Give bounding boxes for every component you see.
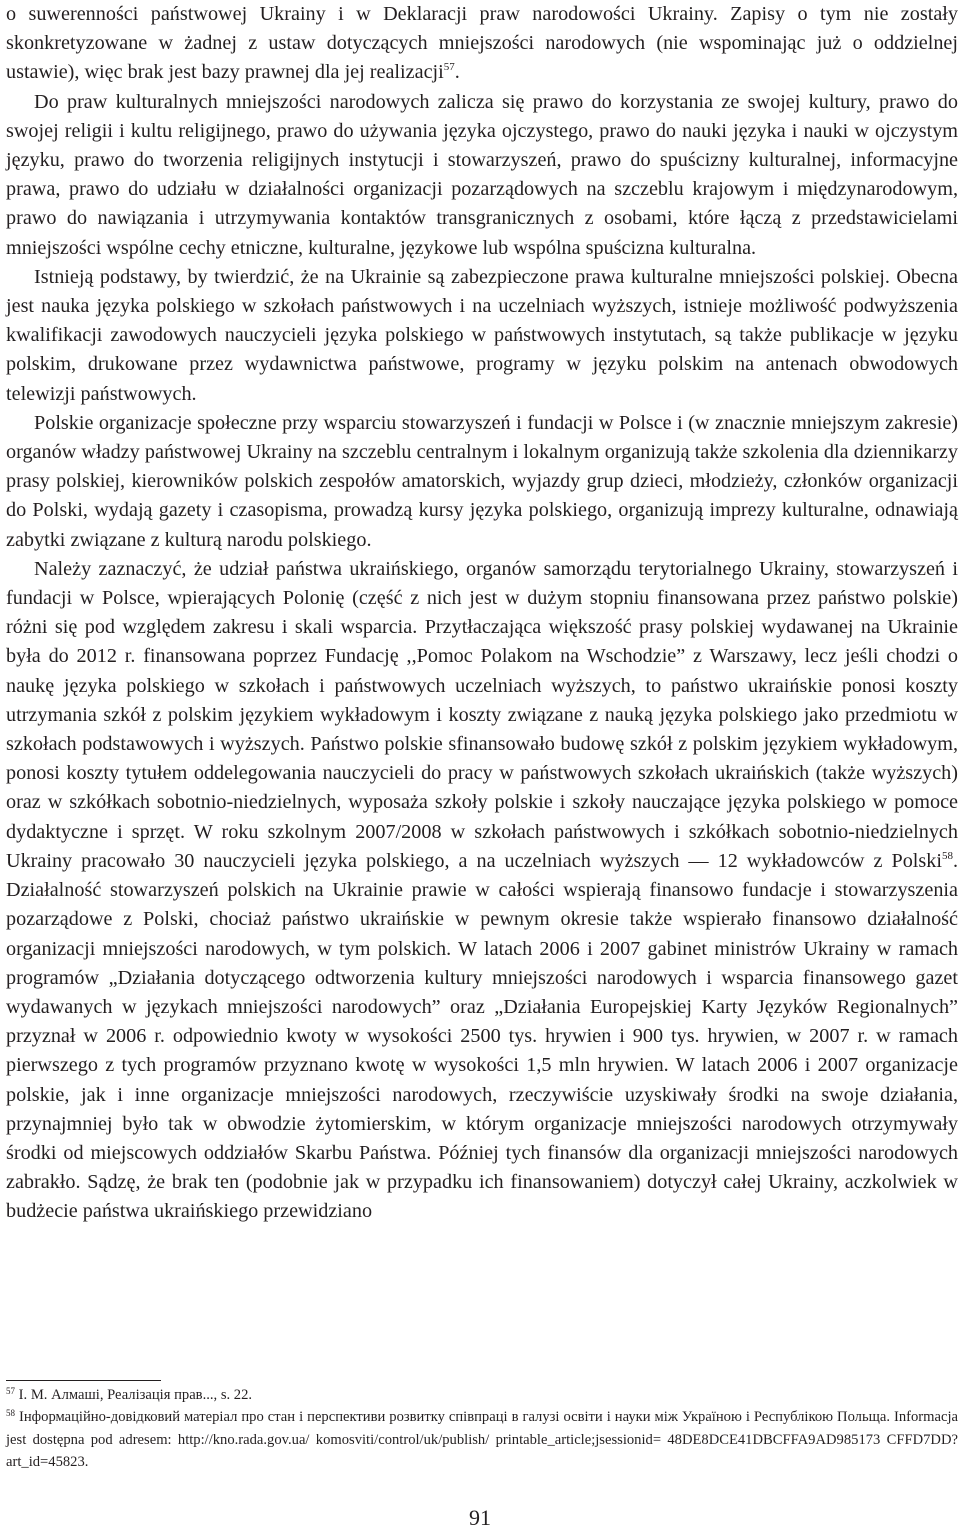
footnote-number: 57 [6,1386,15,1396]
footnote-text: Інформаційно-довідковий матеріал про стан і перспективи розвитку співпраці в галузі освіти і науки між Україною і Республікою Польща. Informacja jest dostępna pod adresem: http://kno.rada.gov.ua/ komosviti/control/uk/publish/ printable_article;jsessionid= 48DE8DCE41DBCFFA9AD985173 CFFD7DD? art_id=45823. [6,1409,958,1471]
footnote-text: І. М. Алмаші, Реалізація прав..., s. 22. [18,1387,253,1403]
paragraph-2: Do praw kulturalnych mniejszości narodowych zalicza się prawo do korzystania ze swojej kultury, prawo do swojej religii i kultu religijnego, prawo do używania języka ojczystego, prawo do nauki języka i nauki w ojczystym języku, prawo do tworzenia religijnych instytucji i stowarzyszeń, prawo do spuścizny kulturalnej, informacyjne prawa, prawo do udziału w działalności organizacji pozarządowych na szczeblu krajowym i międzynarodowym, prawo do nawiązania i utrzymywania kontaktów transgranicznych z osobami, które łączą z przedstawicielami mniejszości wspólne cechy etniczne, kulturalne, językowe lub wspólna spuścizna kulturalna. [6,90,958,259]
footnote-divider [6,1380,161,1381]
footnote-number: 58 [6,1408,15,1419]
paragraph-5-tail: . Działalność stowarzyszeń polskich na Ukrainie prawie w całości wspierają finansowo fundacje i stowarzyszenia pozarządowe z Polski, chociaż państwo ukraińskie w pewnym okresie także wspierało finansowo działalność organizacji mniejszości narodowych, w tym polskich. W latach 2006 i 2007 gabinet ministrów Ukrainy w ramach programów „Działania dotyczącego odtworzenia kultury mniejszości narodowych i wsparcia finansowego gazet wydawanych w językach mniejszości narodowych” oraz „Działania Europejskiej Karty Języków Regionalnych” przyznał w 2006 r. odpowiednio kwoty w wysokości 2500 tys. hrywien i 900 tys. hrywien, w 2007 r. w ramach pierwszego z tych programów przyznano kwotę w wysokości 1,5 mln hrywien. W latach 2006 i 2007 organizacje polskie, jak i inne organizacje mniejszości narodowych, rzeczywiście uzyskiwały środki na swoje działania, przynajmniej było tak w obwodzie żytomierskim, w którym organizacje mniejszości narodowych otrzymywały środki od miejscowych oddziałów Skarbu Państwa. Później tych finansów dla organizacji mniejszości narodowych zabrakło. Sądzę, że brak ten (podobnie jak w przypadku ich finansowaniem) dotyczył całej Ukrainy, aczkolwiek w budżecie państwa ukraińskiego przewidziano [6,849,958,1223]
page-number: 91 [469,1505,491,1530]
footnote-57 [6,1384,958,1406]
paragraph-3: Istnieją podstawy, by twierdzić, że na Ukrainie są zabezpieczone prawa kulturalne mniejszości polskiej. Obecna jest nauka języka polskiego w szkołach państwowych i na uczelniach wyższych, istnieje możliwość podwyższenia kwalifikacji zawodowych nauczycieli języka polskiego w państwowych instytutach, są także publikacje w języku polskim, drukowane przez wydawnictwa państwowe, programy w języku polskim na antenach obwodowych telewizji państwowych. [6,265,958,405]
footnote-ref-58[interactable]: 58 [941,849,953,862]
footnotes [6,1384,958,1474]
paragraph-1-tail: . [454,61,460,84]
footnote-58 [6,1406,958,1473]
paragraph-1 [6,0,958,88]
footnote-ref-57[interactable]: 57 [443,61,455,74]
paragraph-4: Polskie organizacje społeczne przy wsparciu stowarzyszeń i fundacji w Polsce i (w znacznie mniejszym zakresie) organów władzy państwowej Ukrainy na szczeblu centralnym i lokalnym organizują także szkolenia dla dziennikarzy prasy polskiej, kierowników polskich zespołów amatorskich, wyjazdy grup dzieci, młodzieży, członków organizacji do Polski, wydają gazety i czasopisma, prowadzą kursy języka polskiego, organizują imprezy kulturalne, odnawiają zabytki związane z kulturą narodu polskiego. [6,411,958,551]
paragraph-5-text: Należy zaznaczyć, że udział państwa ukraińskiego, organów samorządu terytorialnego Ukrainy, stowarzyszeń i fundacji w Polsce, wpierających Polonię (część z nich jest w dużym stopniu finansowana przez państwo polskie) różni się pod względem zakresu i skali wsparcia. Przytłaczająca większość prasy polskiej wydawanej na Ukrainie była do 2012 r. finansowana poprzez Fundację ,,Pomoc Polakom na Wschodzie” z Warszawy, lecz jeśli chodzi o naukę języka polskiego w szkołach i państwowych uczelniach wyższych, to państwo ukraińskie ponosi koszty utrzymania szkół z polskim językiem wykładowym i koszty związane z nauką języka polskiego jako przedmiotu w szkołach podstawowych i wyższych. Państwo polskie sfinansowało budowę szkół z polskim językiem wykładowym, ponosi koszty tytułem oddelegowania nauczycieli do pracy w państwowych szkołach ukraińskich (także wyższych) oraz w szkółkach sobotnio-niedzielnych, wyposaża szkoły polskie i szkoły nauczające języka polskiego w pomoce dydaktyczne i sprzęt. W roku szkolnym 2007/2008 w szkołach państwowych i szkółkach sobotnio-niedzielnych Ukrainy pracowało 30 nauczycieli języka polskiego, a na uczelniach wyższych — 12 wykładowców z Polski [6,557,958,872]
main-text [6,0,958,1227]
paragraph-5 [6,555,958,1227]
document-page [6,0,958,1227]
paragraph-1-text: o suwerenności państwowej Ukrainy i w Deklaracji praw narodowości Ukrainy. Zapisy o tym nie zostały skonkretyzowane w żadnej z ustaw dotyczących mniejszości narodowych (nie wspominając już o oddzielnej ustawie), więc brak jest bazy prawnej dla jej realizacji [6,3,958,84]
